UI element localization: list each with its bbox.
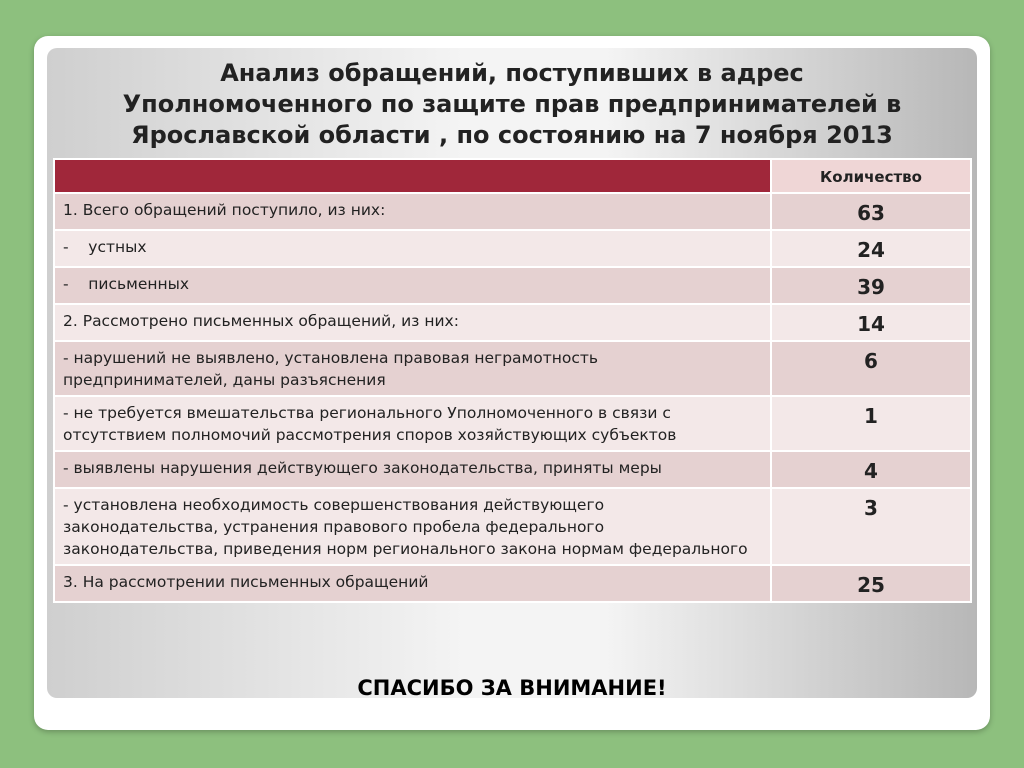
row-label: 3. На рассмотрении письменных обращений — [54, 565, 771, 602]
table-row — [54, 341, 971, 396]
table-row — [54, 267, 971, 304]
row-value: 24 — [771, 230, 971, 267]
header-cell-quantity: Количество — [771, 159, 971, 193]
row-value: 6 — [771, 341, 971, 396]
row-value: 3 — [771, 488, 971, 565]
title-line-2: Уполномоченного по защите прав предпринимателей в — [122, 90, 902, 118]
row-label: - не требуется вмешательства регионального Уполномоченного в связи с отсутствием полномочий рассмотрения споров хозяйствующих субъектов — [54, 396, 771, 451]
table-row — [54, 451, 971, 488]
table-row — [54, 488, 971, 565]
table-row — [54, 565, 971, 602]
slide-title — [47, 58, 977, 151]
table-header-row — [54, 159, 971, 193]
row-label: 1. Всего обращений поступило, из них: — [54, 193, 771, 230]
header-cell-description — [54, 159, 771, 193]
row-value: 1 — [771, 396, 971, 451]
table-row — [54, 193, 971, 230]
row-label: - установлена необходимость совершенствования действующего законодательства, устранения правового пробела федерального законодательства, приведения норм регионального закона нормам федерального — [54, 488, 771, 565]
content-panel — [47, 48, 977, 698]
row-label: - выявлены нарушения действующего законодательства, приняты меры — [54, 451, 771, 488]
appeals-table — [53, 158, 970, 603]
table-row — [54, 230, 971, 267]
row-value: 14 — [771, 304, 971, 341]
title-line-3: Ярославской области , по состоянию на 7 ноября 2013 — [131, 121, 893, 149]
row-value: 63 — [771, 193, 971, 230]
table-row — [54, 304, 971, 341]
row-label: - устных — [54, 230, 771, 267]
row-value: 39 — [771, 267, 971, 304]
title-line-1: Анализ обращений, поступивших в адрес — [220, 59, 804, 87]
row-label: - нарушений не выявлено, установлена правовая неграмотность предпринимателей, даны разъяснения — [54, 341, 771, 396]
row-value: 25 — [771, 565, 971, 602]
thank-you-text: СПАСИБО ЗА ВНИМАНИЕ! — [357, 676, 667, 700]
slide — [34, 36, 990, 730]
row-label: 2. Рассмотрено письменных обращений, из них: — [54, 304, 771, 341]
row-value: 4 — [771, 451, 971, 488]
row-label: - письменных — [54, 267, 771, 304]
table-row — [54, 396, 971, 451]
